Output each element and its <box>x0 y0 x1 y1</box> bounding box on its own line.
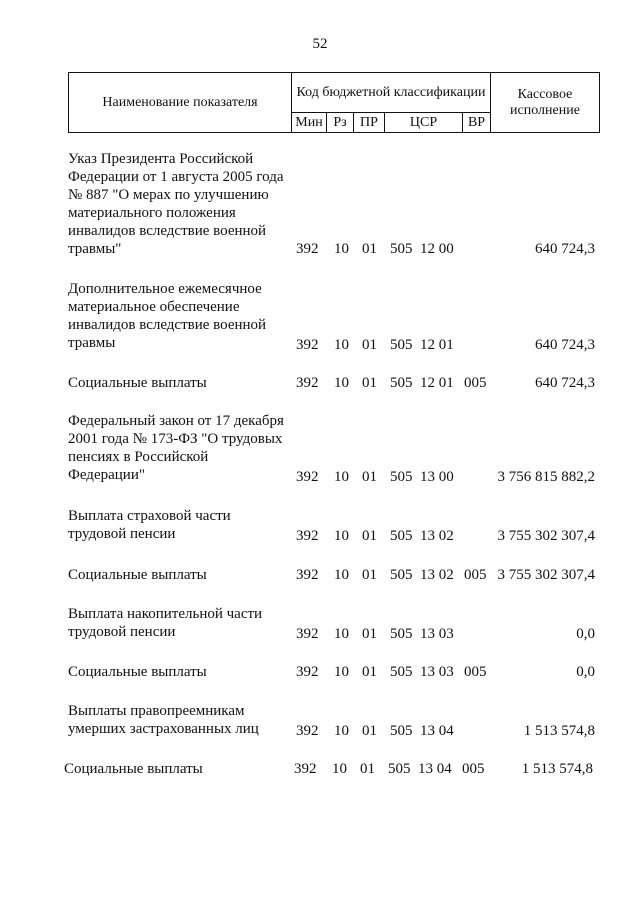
row-name: Социальные выплаты <box>68 664 207 680</box>
row-name: Выплаты правопреемникам умерших застрахованных лиц <box>68 703 259 737</box>
row-min: 392 <box>296 337 319 353</box>
row-vr: 005 <box>464 664 487 680</box>
table-row <box>0 702 640 740</box>
row-min: 392 <box>294 761 317 777</box>
table-row <box>0 412 640 488</box>
table-header <box>68 72 600 133</box>
header-name: Наименование показателя <box>69 73 292 133</box>
row-pr: 01 <box>362 528 377 544</box>
row-csr: 505 12 01 <box>390 337 454 353</box>
row-rz: 10 <box>334 626 349 642</box>
row-rz: 10 <box>334 567 349 583</box>
row-csr: 505 13 00 <box>390 469 454 485</box>
row-min: 392 <box>296 723 319 739</box>
row-csr: 505 13 04 <box>390 723 454 739</box>
header-vr: ВР <box>463 113 491 133</box>
row-vr: 005 <box>464 567 487 583</box>
row-csr: 505 12 01 <box>390 375 454 391</box>
row-csr: 505 13 03 <box>390 626 454 642</box>
header-pr: ПР <box>354 113 385 133</box>
row-amount: 640 724,3 <box>535 241 595 257</box>
row-name: Выплата накопительной части трудовой пенсии <box>68 606 263 640</box>
table-row <box>0 150 640 262</box>
row-csr: 505 13 02 <box>390 567 454 583</box>
header-csr: ЦСР <box>385 113 463 133</box>
row-min: 392 <box>296 664 319 680</box>
row-amount: 3 755 302 307,4 <box>497 528 595 544</box>
row-pr: 01 <box>362 337 377 353</box>
row-min: 392 <box>296 567 319 583</box>
row-name: Указ Президента Российской Федерации от 1 августа 2005 года № 887 "О мерах по улучшению материального положения инвалидов вследствие военной травмы" <box>68 151 284 257</box>
row-name: Федеральный закон от 17 декабря 2001 года № 173-ФЗ "О трудовых пенсиях в Российской Федерации" <box>68 413 284 483</box>
row-rz: 10 <box>334 375 349 391</box>
row-rz: 10 <box>334 337 349 353</box>
row-csr: 505 13 02 <box>390 528 454 544</box>
table-row <box>0 663 640 683</box>
row-name: Социальные выплаты <box>68 567 207 583</box>
row-pr: 01 <box>362 469 377 485</box>
row-rz: 10 <box>334 528 349 544</box>
row-rz: 10 <box>334 664 349 680</box>
row-pr: 01 <box>362 375 377 391</box>
row-min: 392 <box>296 241 319 257</box>
row-amount: 1 513 574,8 <box>523 723 595 739</box>
row-min: 392 <box>296 375 319 391</box>
row-amount: 640 724,3 <box>535 375 595 391</box>
row-name: Дополнительное ежемесячное материальное обеспечение инвалидов вследствие военной травмы <box>68 281 267 351</box>
table-row <box>0 605 640 643</box>
row-csr: 505 13 04 <box>388 761 452 777</box>
row-rz: 10 <box>334 241 349 257</box>
row-csr: 505 13 03 <box>390 664 454 680</box>
row-pr: 01 <box>362 626 377 642</box>
table-row <box>0 280 640 356</box>
row-rz: 10 <box>334 723 349 739</box>
table-row <box>0 374 640 394</box>
row-pr: 01 <box>362 723 377 739</box>
table-row <box>0 507 640 545</box>
table-row <box>0 566 640 586</box>
row-vr: 005 <box>462 761 485 777</box>
row-amount: 640 724,3 <box>535 337 595 353</box>
row-csr: 505 12 00 <box>390 241 454 257</box>
row-min: 392 <box>296 528 319 544</box>
row-pr: 01 <box>362 241 377 257</box>
row-amount: 1 513 574,8 <box>521 761 593 777</box>
page-number: 52 <box>312 36 328 52</box>
row-rz: 10 <box>334 469 349 485</box>
row-min: 392 <box>296 469 319 485</box>
header-code-group: Код бюджетной классификации <box>292 73 491 113</box>
row-name: Выплата страховой части трудовой пенсии <box>68 508 231 542</box>
row-amount: 3 755 302 307,4 <box>497 567 595 583</box>
row-amount: 0,0 <box>576 664 595 680</box>
row-amount: 0,0 <box>576 626 595 642</box>
row-name: Социальные выплаты <box>64 761 203 777</box>
row-min: 392 <box>296 626 319 642</box>
row-pr: 01 <box>362 664 377 680</box>
row-rz: 10 <box>332 761 347 777</box>
row-name: Социальные выплаты <box>68 375 207 391</box>
row-amount: 3 756 815 882,2 <box>497 469 595 485</box>
header-rz: Рз <box>327 113 354 133</box>
row-vr: 005 <box>464 375 487 391</box>
row-pr: 01 <box>362 567 377 583</box>
header-amount: Кассовое исполнение <box>510 87 580 118</box>
row-pr: 01 <box>360 761 375 777</box>
header-min: Мин <box>292 113 327 133</box>
table-row <box>0 760 640 780</box>
